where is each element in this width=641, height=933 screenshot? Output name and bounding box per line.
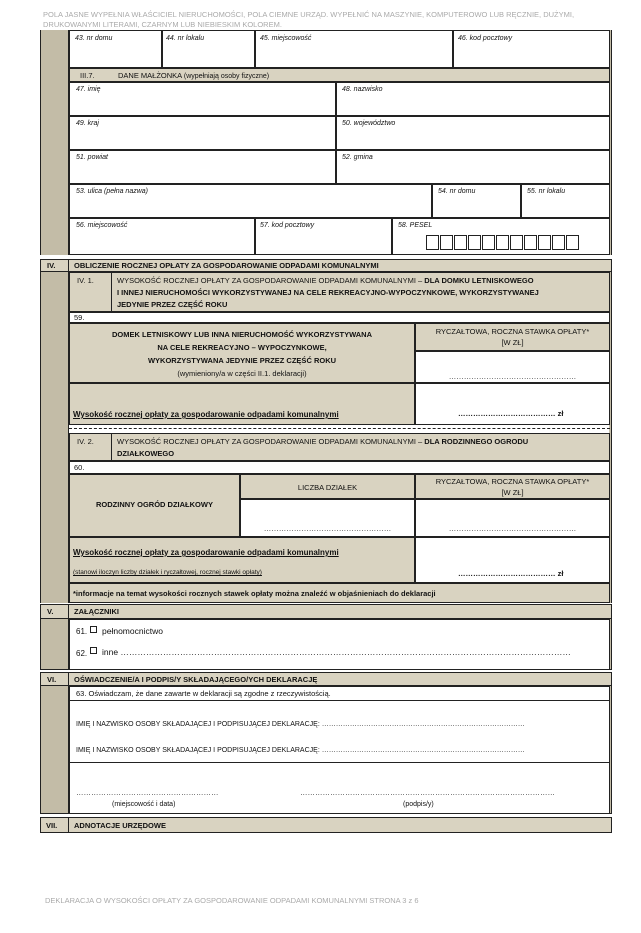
field-44-label: 44. nr lokalu [166,35,205,42]
field-60-label: 60. [74,463,85,472]
section-4-title: OBLICZENIE ROCZNEJ OPŁATY ZA GOSPODAROWANIE ODPADAMI KOMUNALNYMI [74,261,379,270]
field-57-label: 57. kod pocztowy [260,222,315,229]
attachment-62-label[interactable]: inne …………………………………………………………………………………………………………………………………………… [102,647,571,657]
iv1-desc-line3: WYKORZYSTYWANA JEDYNIE PRZEZ CZĘŚĆ ROKU [147,356,337,365]
iv1-rate-dots: …………………………………………… [448,372,577,381]
section-7-number: VII. [46,821,58,830]
signer-name-1[interactable]: IMIĘ I NAZWISKO OSOBY SKŁADAJĄCEJ I PODPISUJĄCEJ DEKLARACJĘ: …………………………………………………………………………… [76,721,525,728]
field-59-row [69,312,610,323]
pesel-digit-box[interactable] [566,235,579,250]
field-58-label: 58. PESEL [398,222,433,229]
pesel-digit-box[interactable] [426,235,439,250]
section-separator [69,428,610,429]
field-51-label: 51. powiat [76,154,108,161]
pesel-digit-box[interactable] [440,235,453,250]
rate-footnote: *informacje na temat wysokości rocznych stawek opłaty można znaleźć w objaśnieniach do deklaracji [73,589,436,598]
pesel-digit-box[interactable] [538,235,551,250]
section-4-1-title-line1: WYSOKOŚĆ ROCZNEJ OPŁATY ZA GOSPODAROWANIE ODPADAMI KOMUNALNYMI – DLA DOMKU LETNISKOWEGO [117,276,534,285]
field-43-label: 43. nr domu [75,35,113,42]
iv2-fee-note: (stanowi iloczyn liczby działek i ryczałtowej, rocznej stawki opłaty) [73,569,262,576]
footer-note: DEKLARACJA O WYSOKOŚCI OPŁATY ZA GOSPODAROWANIE ODPADAMI KOMUNALNYMI STRONA 3 z 6 [45,896,419,905]
section-4-1-title-line3: JEDYNIE PRZEZ CZĘŚĆ ROKU [117,300,228,309]
attachment-62-number: 62. [76,649,88,658]
section-4-divider [68,259,69,272]
section-4-1-number: IV. 1. [77,276,94,285]
iv2-rate-line1: RYCZAŁTOWA, ROCZNA STAWKA OPŁATY* [435,477,590,486]
field-56-label: 56. miejscowość [76,222,128,229]
section-5-left-strip [40,619,69,670]
section-3-7-number: III.7. [80,71,95,80]
field-60-row [69,461,610,474]
section-5-title: ZAŁĄCZNIKI [74,607,119,616]
field-52-gmina[interactable] [336,150,610,184]
section-6-row-line [69,700,610,701]
section-5-header [40,604,612,619]
section-5-divider [68,604,69,619]
iv2-rate-line2: [W ZŁ] [501,488,524,497]
signature-label: (podpis/y) [403,801,434,808]
pesel-digit-box[interactable] [454,235,467,250]
section-6-number: VI. [47,675,57,684]
pesel-digit-box[interactable] [468,235,481,250]
iv2-count-label: LICZBA DZIAŁEK [297,483,358,492]
field-46-label: 46. kod pocztowy [458,35,513,42]
section-6-left-strip [40,686,69,814]
field-59-label: 59. [74,313,85,322]
pesel-digit-box[interactable] [482,235,495,250]
attachment-61-number: 61. [76,627,88,636]
section-4-number: IV. [47,261,56,270]
field-50-label: 50. województwo [342,120,396,127]
pesel-digit-box[interactable] [552,235,565,250]
section-6-row-line [69,762,610,763]
section-4-2-title-line2: DZIAŁKOWEGO [117,449,175,458]
field-54-label: 54. nr domu [438,188,476,195]
field-49-kraj[interactable] [69,116,336,150]
header-note: POLA JASNE WYPEŁNIA WŁAŚCICIEL NIERUCHOMOŚCI, POLA CIEMNE URZĄD. WYPEŁNIĆ NA MASZYNIE, KOMPUTEROWO LUB RĘCZNIE, DUŻYMI, DRUKOWANYMI LITERAMI, CZARNYM LUB NIEBIESKIM KOLOREM. [43,10,575,29]
place-date-dots[interactable]: ………………………………………………… [76,788,219,797]
iv2-description: RODZINNY OGRÓD DZIAŁKOWY [96,500,213,509]
pesel-digit-box[interactable] [524,235,537,250]
section-5-number: V. [47,607,54,616]
section-7-divider [68,817,69,833]
field-45-label: 45. miejscowość [260,35,312,42]
iv1-fee-label: Wysokość rocznej opłaty za gospodarowanie odpadami komunalnymi [73,410,339,419]
field-49-label: 49. kraj [76,120,99,127]
declaration-63: 63. Oświadczam, że dane zawarte w deklaracji są zgodne z rzeczywistością. [76,689,331,698]
section-7-title: ADNOTACJE URZĘDOWE [74,821,166,830]
field-52-label: 52. gmina [342,154,373,161]
left-margin-strip [40,30,69,255]
field-51-powiat[interactable] [69,150,336,184]
attachment-61-checkbox[interactable] [90,626,97,633]
section-4-2-title-line1: WYSOKOŚĆ ROCZNEJ OPŁATY ZA GOSPODAROWANIE ODPADAMI KOMUNALNYMI – DLA RODZINNEGO OGRODU [117,437,529,446]
section-6-title: OŚWIADCZENIE/A I PODPIS/Y SKŁADAJĄCEGO/YCH DEKLARACJĘ [74,675,318,684]
iv2-fee-label: Wysokość rocznej opłaty za gospodarowanie odpadami komunalnymi [73,548,339,557]
iv2-count-dots: …………………………………………… [263,524,392,533]
section-6-divider [68,672,69,686]
attachment-61-label: pełnomocnictwo [102,626,163,636]
field-55-label: 55. nr lokalu [527,188,566,195]
iv2-fee-value: ………………………………… zł [458,569,564,578]
iv1-fee-value: ………………………………… zł [458,409,564,418]
field-47-imie[interactable] [69,82,336,116]
pesel-digit-box[interactable] [496,235,509,250]
iv1-fee-input[interactable] [415,383,610,425]
field-48-label: 48. nazwisko [342,86,383,93]
section-4-2-number: IV. 2. [77,437,94,446]
signature-dots[interactable]: ………………………………………………………………………………………… [300,788,555,797]
iv1-rate-line1: RYCZAŁTOWA, ROCZNA STAWKA OPŁATY* [435,327,590,336]
section-4-2-divider [111,433,112,461]
section-4-1-title-line2: I INNEJ NIERUCHOMOŚCI WYKORZYSTYWANEJ NA CELE REKREACYJNO-WYPOCZYNKOWE, WYKORZYSTYWANEJ [117,288,539,297]
section-3-7-title: DANE MAŁŻONKA (wypełniają osoby fizyczne) [118,71,270,80]
place-date-label: (miejscowość i data) [112,801,176,808]
iv1-desc-line4: (wymieniony/a w części II.1. deklaracji) [177,369,307,378]
section-4-1-divider [111,272,112,312]
signer-name-2[interactable]: IMIĘ I NAZWISKO OSOBY SKŁADAJĄCEJ I PODPISUJĄCEJ DEKLARACJĘ: …………………………………………………………………………… [76,747,525,754]
pesel-digit-box[interactable] [510,235,523,250]
iv1-rate-line2: [W ZŁ] [501,338,524,347]
iv2-rate-dots: …………………………………………… [448,524,577,533]
field-53-label: 53. ulica (pełna nazwa) [76,188,148,195]
section-4-left-strip [40,272,69,603]
attachment-62-checkbox[interactable] [90,647,97,654]
field-47-label: 47. imię [76,86,101,93]
iv1-desc-line1: DOMEK LETNISKOWY LUB INNA NIERUCHOMOŚĆ WYKORZYSTYWANA [112,330,372,339]
iv1-desc-line2: NA CELE REKREACYJNO – WYPOCZYNKOWE, [157,343,327,352]
